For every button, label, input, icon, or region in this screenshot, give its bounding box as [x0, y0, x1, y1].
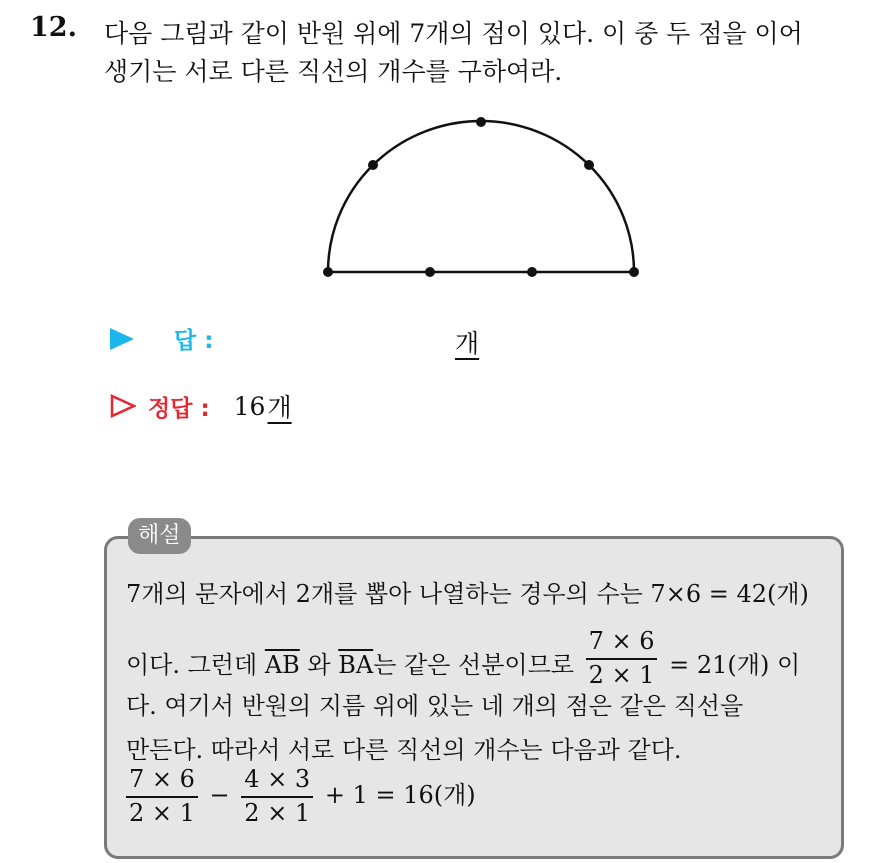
semicircle-arc [328, 121, 634, 272]
fraction [126, 766, 198, 827]
arc-point [368, 160, 378, 170]
correct-answer-row [110, 388, 292, 424]
fraction-numerator: 7 × 6 [586, 628, 658, 660]
diameter-point [425, 267, 435, 277]
diameter-point [323, 267, 333, 277]
fraction [241, 766, 313, 827]
fraction-denominator: 2 × 1 [588, 660, 655, 689]
arc-point [476, 117, 486, 127]
semicircle-figure [318, 112, 648, 287]
explanation-tab: 해설 [128, 518, 191, 554]
diameter-point [527, 267, 537, 277]
segment-ab: $\overline{AB}$ [264, 651, 300, 680]
explanation-text: 이다. 그런데 [126, 651, 265, 680]
play-outline-icon [110, 394, 136, 418]
fraction-denominator: 2 × 1 [244, 798, 311, 827]
explanation-line-3: 다. 여기서 반원의 지름 위에 있는 네 개의 점은 같은 직선을 [126, 692, 744, 720]
explanation-line-5 [126, 766, 476, 827]
fraction-denominator: 2 × 1 [129, 798, 195, 827]
answer-label: 답 : [174, 328, 214, 354]
explanation-text: = 21(개) 이 [669, 651, 801, 680]
diameter-point [629, 267, 639, 277]
play-icon [110, 328, 134, 350]
correct-answer-unit: 개 [267, 393, 292, 422]
explanation-line-4: 만든다. 따라서 서로 다른 직선의 개수는 다음과 같다. [126, 736, 682, 764]
fraction-numerator: 4 × 3 [241, 766, 313, 798]
answer-unit[interactable]: 개 [455, 329, 480, 358]
explanation-text: 와 [299, 651, 339, 680]
explanation-text: 는 같은 선분이므로 [373, 651, 574, 680]
fraction-numerator: 7 × 6 [126, 766, 198, 798]
explanation-text: + 1 = 16(개) [324, 781, 476, 810]
correct-answer-label: 정답 : [148, 395, 210, 422]
fraction [586, 628, 658, 689]
question-text-line-1: 다음 그림과 같이 반원 위에 7개의 점이 있다. 이 중 두 점을 이어 [104, 19, 803, 48]
segment-ba: $\overline{BA}$ [338, 651, 374, 680]
problem-number: 12. [30, 12, 77, 43]
explanation-line-1: 7개의 문자에서 2개를 뽑아 나열하는 경우의 수는 7×6 = 42(개) [126, 580, 809, 608]
question-text-line-2: 생기는 서로 다른 직선의 개수를 구하여라. [104, 57, 563, 86]
arc-point [584, 160, 594, 170]
correct-answer-value: 16 [233, 391, 266, 421]
minus-sign: − [209, 781, 230, 810]
answer-row [110, 322, 213, 355]
